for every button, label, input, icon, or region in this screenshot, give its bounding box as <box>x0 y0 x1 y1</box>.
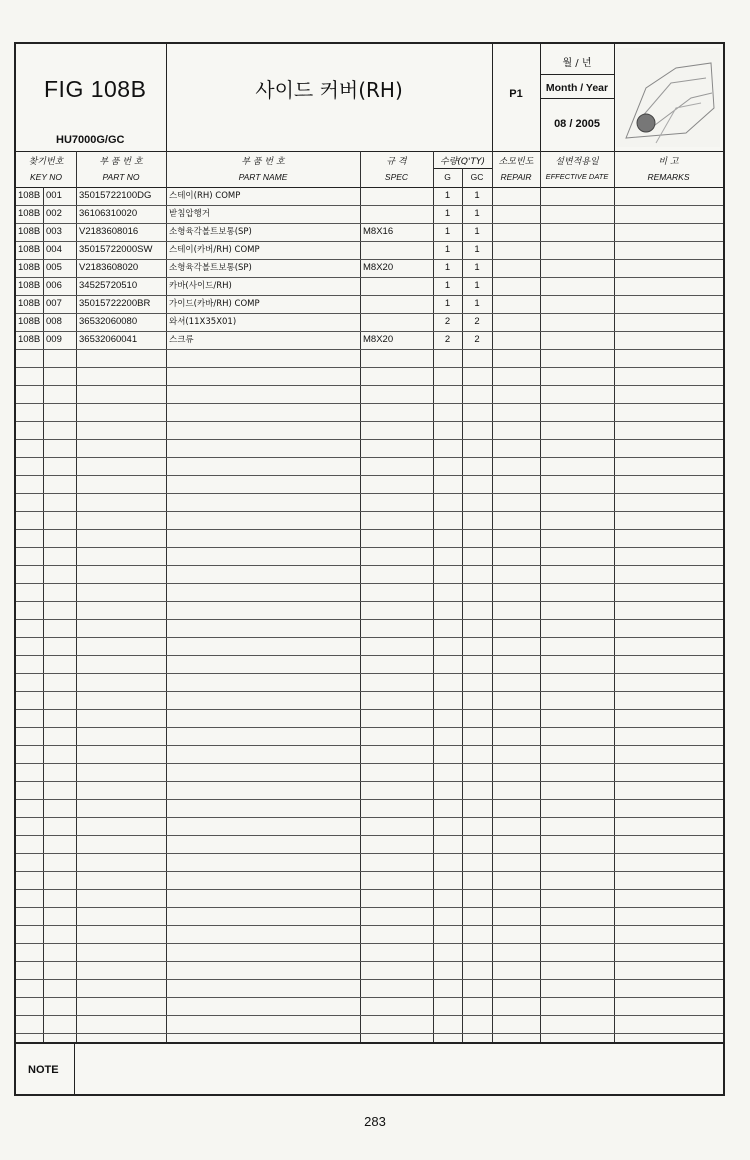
header-block <box>16 44 723 152</box>
cell-gc: 2 <box>474 316 480 327</box>
table-row-empty <box>16 907 723 926</box>
cell-spec: M8X20 <box>363 334 394 345</box>
table-row-empty <box>16 1015 723 1034</box>
table-row-empty <box>16 493 723 512</box>
cell-gc: 1 <box>474 190 480 201</box>
table-row-empty <box>16 835 723 854</box>
table-row-empty <box>16 943 723 962</box>
cell-g: 1 <box>444 298 451 309</box>
table-row-empty <box>16 637 723 656</box>
cell-key: 006 <box>46 280 62 291</box>
table-row-empty <box>16 745 723 764</box>
cell-fig: 108B <box>18 244 41 255</box>
page-title: 사이드 커버(RH) <box>255 78 403 102</box>
cell-name: 스테이(RH) COMP <box>169 191 241 201</box>
model-name: HU7000G/GC <box>56 134 125 146</box>
table-row-empty <box>16 421 723 440</box>
col-effective-kr: 설변적용일 <box>555 157 599 167</box>
cell-part-no: 36532060080 <box>79 316 138 327</box>
cell-spec: M8X20 <box>363 262 394 273</box>
table-row-empty <box>16 457 723 476</box>
table-row <box>16 277 723 296</box>
cell-fig: 108B <box>18 190 41 201</box>
table-row <box>16 241 723 260</box>
page-label: P1 <box>509 88 523 100</box>
col-key-kr: 찾기번호 <box>28 157 64 167</box>
table-row-empty <box>16 709 723 728</box>
table-row-empty <box>16 655 723 674</box>
cell-fig: 108B <box>18 262 41 273</box>
cell-spec <box>363 313 433 331</box>
table-row-empty <box>16 889 723 908</box>
cell-part-no: V2183608016 <box>79 226 139 237</box>
cell-name: 카바(사이드/RH) <box>169 281 232 291</box>
month-year-kr: 월 / 년 <box>562 58 592 69</box>
table-row-empty <box>16 799 723 818</box>
table-row-empty <box>16 529 723 548</box>
table-row-empty <box>16 781 723 800</box>
cell-fig: 108B <box>18 208 41 219</box>
note-area <box>16 1042 723 1096</box>
table-row-empty <box>16 475 723 494</box>
cell-part-no: 35015722000SW <box>79 244 153 255</box>
table-row-empty <box>16 763 723 782</box>
col-qty-kr: 수량(Q'TY) <box>440 157 485 167</box>
table-row-empty <box>16 547 723 566</box>
table-row-empty <box>16 565 723 584</box>
cell-g: 1 <box>444 244 451 255</box>
table-row <box>16 205 723 224</box>
cell-gc: 1 <box>474 280 480 291</box>
table-row-empty <box>16 367 723 386</box>
cell-part-no: 35015722200BR <box>79 298 151 309</box>
figure-number: FIG 108B <box>44 76 147 102</box>
cell-gc: 1 <box>474 244 480 255</box>
month-year-en: Month / Year <box>545 82 609 94</box>
cell-fig: 108B <box>18 226 41 237</box>
cell-part-no: 35015722100DG <box>79 190 152 201</box>
cell-spec <box>363 205 433 223</box>
table-row-empty <box>16 961 723 980</box>
cell-gc: 2 <box>474 334 480 345</box>
table-row-empty <box>16 601 723 620</box>
table-row-empty <box>16 925 723 944</box>
cell-fig: 108B <box>18 298 41 309</box>
cell-fig: 108B <box>18 334 41 345</box>
table-row <box>16 223 723 242</box>
page-number: 283 <box>364 1114 386 1129</box>
cell-name: 소형육각볼트보통(SP) <box>169 227 252 237</box>
note-label: NOTE <box>28 1064 59 1076</box>
cell-g: 1 <box>444 226 451 237</box>
table-row-empty <box>16 349 723 368</box>
col-spec-en: SPEC <box>384 172 409 182</box>
month-year-value: 08 / 2005 <box>554 118 600 130</box>
col-remarks-en: REMARKS <box>647 172 690 182</box>
table-row-empty <box>16 385 723 404</box>
cell-key: 009 <box>46 334 62 345</box>
table-row <box>16 187 723 206</box>
cell-part-no: V2183608020 <box>79 262 139 273</box>
col-partname-en: PART NAME <box>238 172 288 182</box>
col-qty-g: G <box>444 172 451 182</box>
column-headers <box>16 151 723 188</box>
cell-part-no: 36532060041 <box>79 334 138 345</box>
cell-name: 스크류 <box>169 335 194 345</box>
table-row-empty <box>16 439 723 458</box>
cell-key: 004 <box>46 244 62 255</box>
cell-gc: 1 <box>474 208 480 219</box>
cell-g: 2 <box>444 334 451 345</box>
cell-name: 받침압행거 <box>169 209 211 219</box>
table-row-empty <box>16 511 723 530</box>
cell-name: 와셔(11X35X01) <box>169 317 237 327</box>
col-partno-kr: 부 품 번 호 <box>99 157 143 167</box>
cell-part-no: 36106310020 <box>79 208 138 219</box>
cell-spec <box>363 187 433 205</box>
cell-key: 001 <box>46 190 62 201</box>
cell-g: 1 <box>444 190 451 201</box>
col-partname-kr: 부 품 번 호 <box>241 157 285 167</box>
table-row-empty <box>16 997 723 1016</box>
cell-key: 003 <box>46 226 62 237</box>
cell-spec <box>363 277 433 295</box>
cell-name: 소형육각볼트보통(SP) <box>169 263 252 273</box>
cell-g: 2 <box>444 316 451 327</box>
cell-key: 005 <box>46 262 62 273</box>
table-row-empty <box>16 403 723 422</box>
month-year-box <box>540 44 614 151</box>
cell-part-no: 34525720510 <box>79 280 138 291</box>
col-key-en: KEY NO <box>30 172 62 182</box>
cell-key: 007 <box>46 298 62 309</box>
table-row-empty <box>16 673 723 692</box>
table-row-empty <box>16 979 723 998</box>
cell-fig: 108B <box>18 280 41 291</box>
cell-gc: 1 <box>474 226 480 237</box>
col-repair-en: REPAIR <box>500 172 532 182</box>
table-row-empty <box>16 853 723 872</box>
table-row-empty <box>16 817 723 836</box>
cell-spec <box>363 295 433 313</box>
table-row-empty <box>16 583 723 602</box>
table-row <box>16 313 723 332</box>
table-row <box>16 331 723 350</box>
cell-g: 1 <box>444 280 451 291</box>
col-spec-kr: 규 격 <box>386 157 407 167</box>
cell-key: 002 <box>46 208 62 219</box>
cell-gc: 1 <box>474 298 480 309</box>
col-repair-kr: 소모빈도 <box>498 157 534 167</box>
table-row-empty <box>16 871 723 890</box>
table-row-empty <box>16 691 723 710</box>
cell-name: 가이드(카바/RH) COMP <box>169 299 260 309</box>
table-row <box>16 259 723 278</box>
parts-list-sheet <box>14 42 725 1096</box>
col-qty-gc: GC <box>470 172 484 182</box>
table-row <box>16 295 723 314</box>
assembly-thumbnail-image <box>616 48 720 147</box>
cell-spec <box>363 241 433 259</box>
table-row-empty <box>16 619 723 638</box>
col-partno-en: PART NO <box>102 172 140 182</box>
cell-fig: 108B <box>18 316 41 327</box>
cell-g: 1 <box>444 262 451 273</box>
cell-spec: M8X16 <box>363 226 394 237</box>
cell-gc: 1 <box>474 262 480 273</box>
cell-g: 1 <box>444 208 451 219</box>
table-row-empty <box>16 727 723 746</box>
cell-name: 스테이(카버/RH) COMP <box>169 245 260 255</box>
col-remarks-kr: 비 고 <box>658 157 679 167</box>
col-effective-en: EFFECTIVE DATE <box>545 172 609 181</box>
cell-key: 008 <box>46 316 62 327</box>
